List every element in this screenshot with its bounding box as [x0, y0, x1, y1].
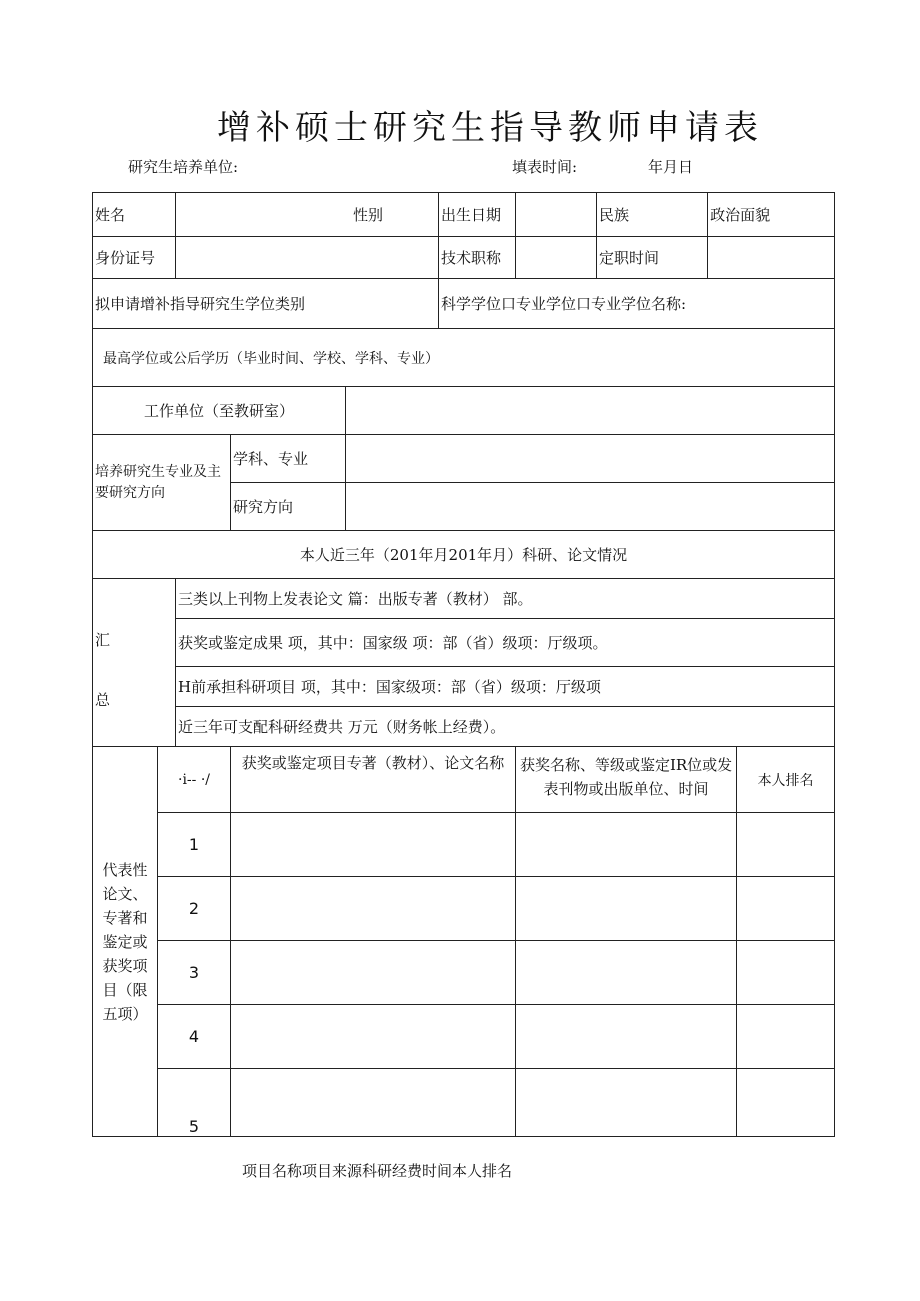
rep-item-field[interactable] [231, 877, 516, 941]
rep-rank-field[interactable] [737, 941, 835, 1005]
discipline-field[interactable] [346, 435, 835, 483]
summary-label-cell [93, 579, 176, 747]
fill-date-label: 填表时间: [512, 158, 578, 176]
summary-row-3 [93, 667, 835, 707]
rep-row [93, 941, 835, 1005]
projects-summary[interactable]: H前承担科研项目 项，其中：国家级项：部（省）级项：厅级项 [176, 667, 835, 707]
work-unit-field[interactable] [346, 387, 835, 435]
rep-row-number: 4 [158, 1005, 231, 1069]
rep-item-field[interactable] [231, 1005, 516, 1069]
rep-item-field[interactable] [231, 941, 516, 1005]
work-unit-row [93, 387, 835, 435]
rep-rank-field[interactable] [737, 1005, 835, 1069]
rep-header-row [93, 747, 835, 813]
tech-title-label: 技术职称 [439, 237, 516, 279]
degree-type-options[interactable]: 科学学位口专业学位口专业学位名称: [439, 279, 835, 329]
rep-col-award: 获奖名称、等级或鉴定IR位或发表刊物或出版单位、时间 [516, 747, 737, 813]
gender-label: 性别 [176, 193, 439, 237]
awards-summary[interactable]: 获奖或鉴定成果 项，其中：国家级 项：部（省）级项：厅级项。 [176, 619, 835, 667]
basic-info-row-2 [93, 237, 835, 279]
fill-date-value: 年月日 [648, 158, 694, 176]
name-label: 姓名 [93, 193, 176, 237]
research-direction-label: 研究方向 [231, 483, 346, 531]
rep-award-field[interactable] [516, 813, 737, 877]
rep-row-number: 2 [158, 877, 231, 941]
rep-col-item: 获奖或鉴定项目专著（教材）、论文名称 [231, 747, 516, 813]
degree-type-label: 拟申请增补指导研究生学位类别 [93, 279, 439, 329]
rep-row [93, 1069, 835, 1137]
birth-date-label: 出生日期 [439, 193, 516, 237]
footer-columns-text: 项目名称项目来源科研经费时间本人排名 [242, 1162, 513, 1180]
rep-rank-field[interactable] [737, 877, 835, 941]
summary-label-top: 汇 [95, 631, 111, 649]
training-unit-label: 研究生培养单位: [128, 158, 239, 176]
papers-summary[interactable]: 三类以上刊物上发表论文 篇：出版专著（教材） 部。 [176, 579, 835, 619]
rep-item-field[interactable] [231, 1069, 516, 1137]
rep-award-field[interactable] [516, 1069, 737, 1137]
politics-label: 政治面貌 [708, 193, 835, 237]
research-direction-field[interactable] [346, 483, 835, 531]
summary-label-bottom: 总 [95, 691, 111, 709]
rep-row [93, 1005, 835, 1069]
birth-date-field[interactable] [516, 193, 597, 237]
rep-row [93, 813, 835, 877]
rep-col-rank: 本人排名 [737, 747, 835, 813]
work-unit-label: 工作单位（至教研室） [93, 387, 346, 435]
research-heading-row [93, 531, 835, 579]
rep-award-field[interactable] [516, 1005, 737, 1069]
summary-row-1 [93, 579, 835, 619]
rep-row-number: 5 [158, 1069, 231, 1137]
title-date-label: 定职时间 [597, 237, 708, 279]
funding-summary[interactable]: 近三年可支配科研经费共 万元（财务帐上经费）。 [176, 707, 835, 747]
rep-row-number: 1 [158, 813, 231, 877]
basic-info-row-1 [93, 193, 835, 237]
summary-row-2 [93, 619, 835, 667]
title-date-field[interactable] [708, 237, 835, 279]
rep-award-field[interactable] [516, 941, 737, 1005]
rep-item-field[interactable] [231, 813, 516, 877]
rep-award-field[interactable] [516, 877, 737, 941]
degree-type-row [93, 279, 835, 329]
discipline-label: 学科、专业 [231, 435, 346, 483]
highest-degree-row [93, 329, 835, 387]
id-number-label: 身份证号 [93, 237, 176, 279]
rep-row [93, 877, 835, 941]
rep-col-number: ·i-- ·/ [158, 747, 231, 813]
tech-title-field[interactable] [516, 237, 597, 279]
id-number-field[interactable] [176, 237, 439, 279]
ethnicity-label: 民族 [597, 193, 708, 237]
summary-row-4 [93, 707, 835, 747]
rep-works-label: 代表性论文、专著和鉴定或获奖项目（限五项） [93, 747, 158, 1137]
research-heading: 本人近三年（201年月201年月）科研、论文情况 [93, 531, 835, 579]
training-direction-label: 培养研究生专业及主要研究方向 [93, 435, 231, 531]
rep-rank-field[interactable] [737, 1069, 835, 1137]
discipline-row [93, 435, 835, 483]
rep-row-number: 3 [158, 941, 231, 1005]
application-form-table [92, 192, 835, 1137]
rep-rank-field[interactable] [737, 813, 835, 877]
page-title: 增补硕士研究生指导教师申请表 [217, 108, 763, 148]
highest-degree-label: 最高学位或公后学历（毕业时间、学校、学科、专业） [93, 329, 835, 387]
